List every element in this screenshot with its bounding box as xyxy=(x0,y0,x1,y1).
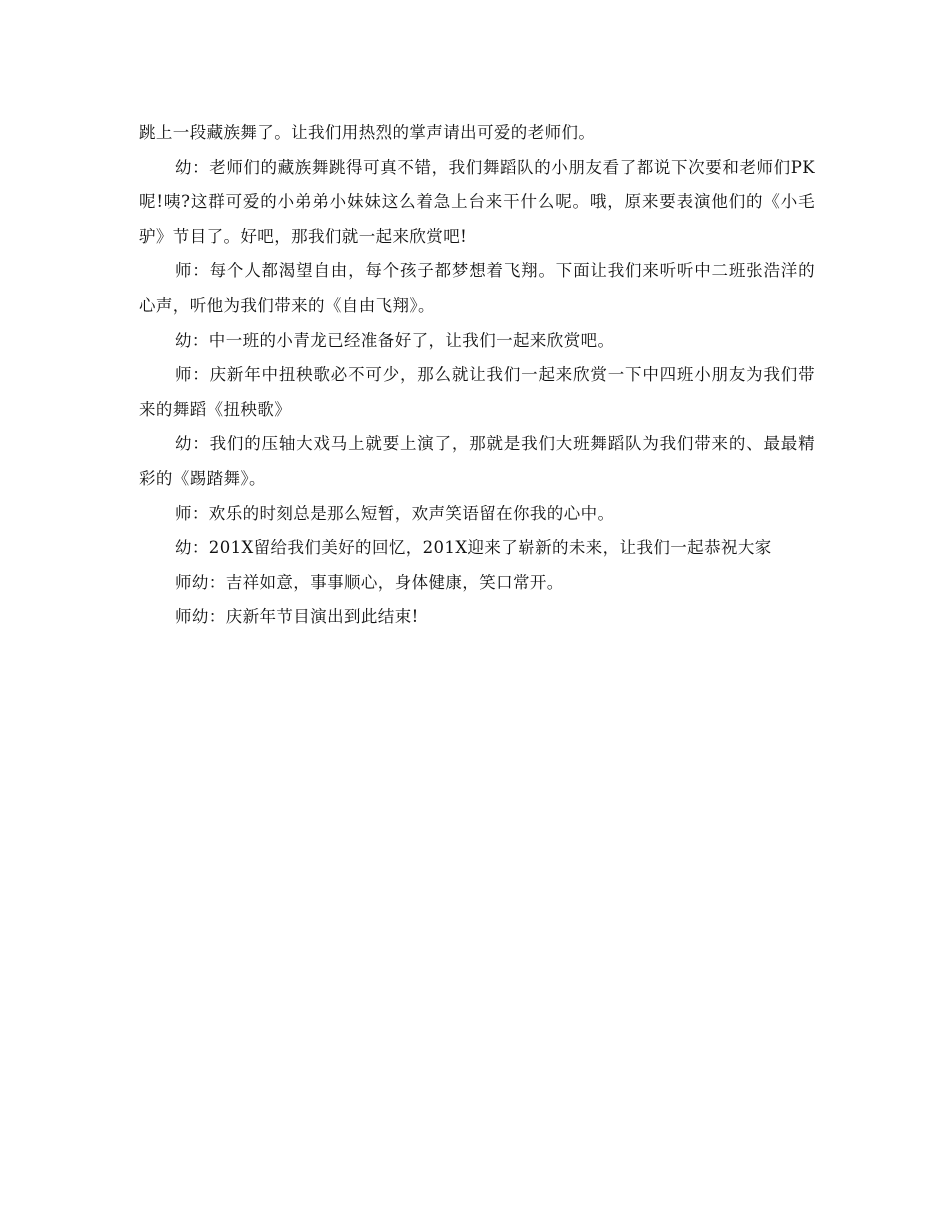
paragraph-closing: 师幼：庆新年节目演出到此结束! xyxy=(175,607,419,627)
paragraph-both-speakers: 师幼：吉祥如意，事事顺心，身体健康，笑口常开。 xyxy=(175,572,564,592)
paragraph-teacher-speaker: 师：欢乐的时刻总是那么短暂，欢声笑语留在你我的心中。 xyxy=(175,503,615,523)
paragraph-child-speaker: 幼：我们的压轴大戏马上就要上演了，那就是我们大班舞蹈队为我们带来的、最最精彩的《踢踏舞》。 xyxy=(139,434,815,488)
paragraph-teacher-speaker: 师：庆新年中扭秧歌必不可少，那么就让我们一起来欣赏一下中四班小朋友为我们带来的舞蹈《扭秧歌》 xyxy=(139,365,815,419)
paragraph-continuation: 跳上一段藏族舞了。让我们用热烈的掌声请出可爱的老师们。 xyxy=(139,123,596,142)
paragraph-child-speaker: 幼：老师们的藏族舞跳得可真不错，我们舞蹈队的小朋友看了都说下次要和老师们PK呢!咦?这群可爱的小弟弟小妹妹这么着急上台来干什么呢。哦，原来要表演他们的《小毛驴》节目了。好吧，那我们就一起来欣赏吧! xyxy=(139,157,815,246)
paragraph-child-speaker: 幼：201X留给我们美好的回忆，201X迎来了崭新的未来，让我们一起恭祝大家 xyxy=(175,538,772,558)
paragraph-child-speaker: 幼：中一班的小青龙已经准备好了，让我们一起来欣赏吧。 xyxy=(175,330,615,350)
paragraph-teacher-speaker: 师：每个人都渴望自由，每个孩子都梦想着飞翔。下面让我们来听听中二班张浩洋的心声，听他为我们带来的《自由飞翔》。 xyxy=(139,261,815,315)
document-body xyxy=(139,116,815,635)
